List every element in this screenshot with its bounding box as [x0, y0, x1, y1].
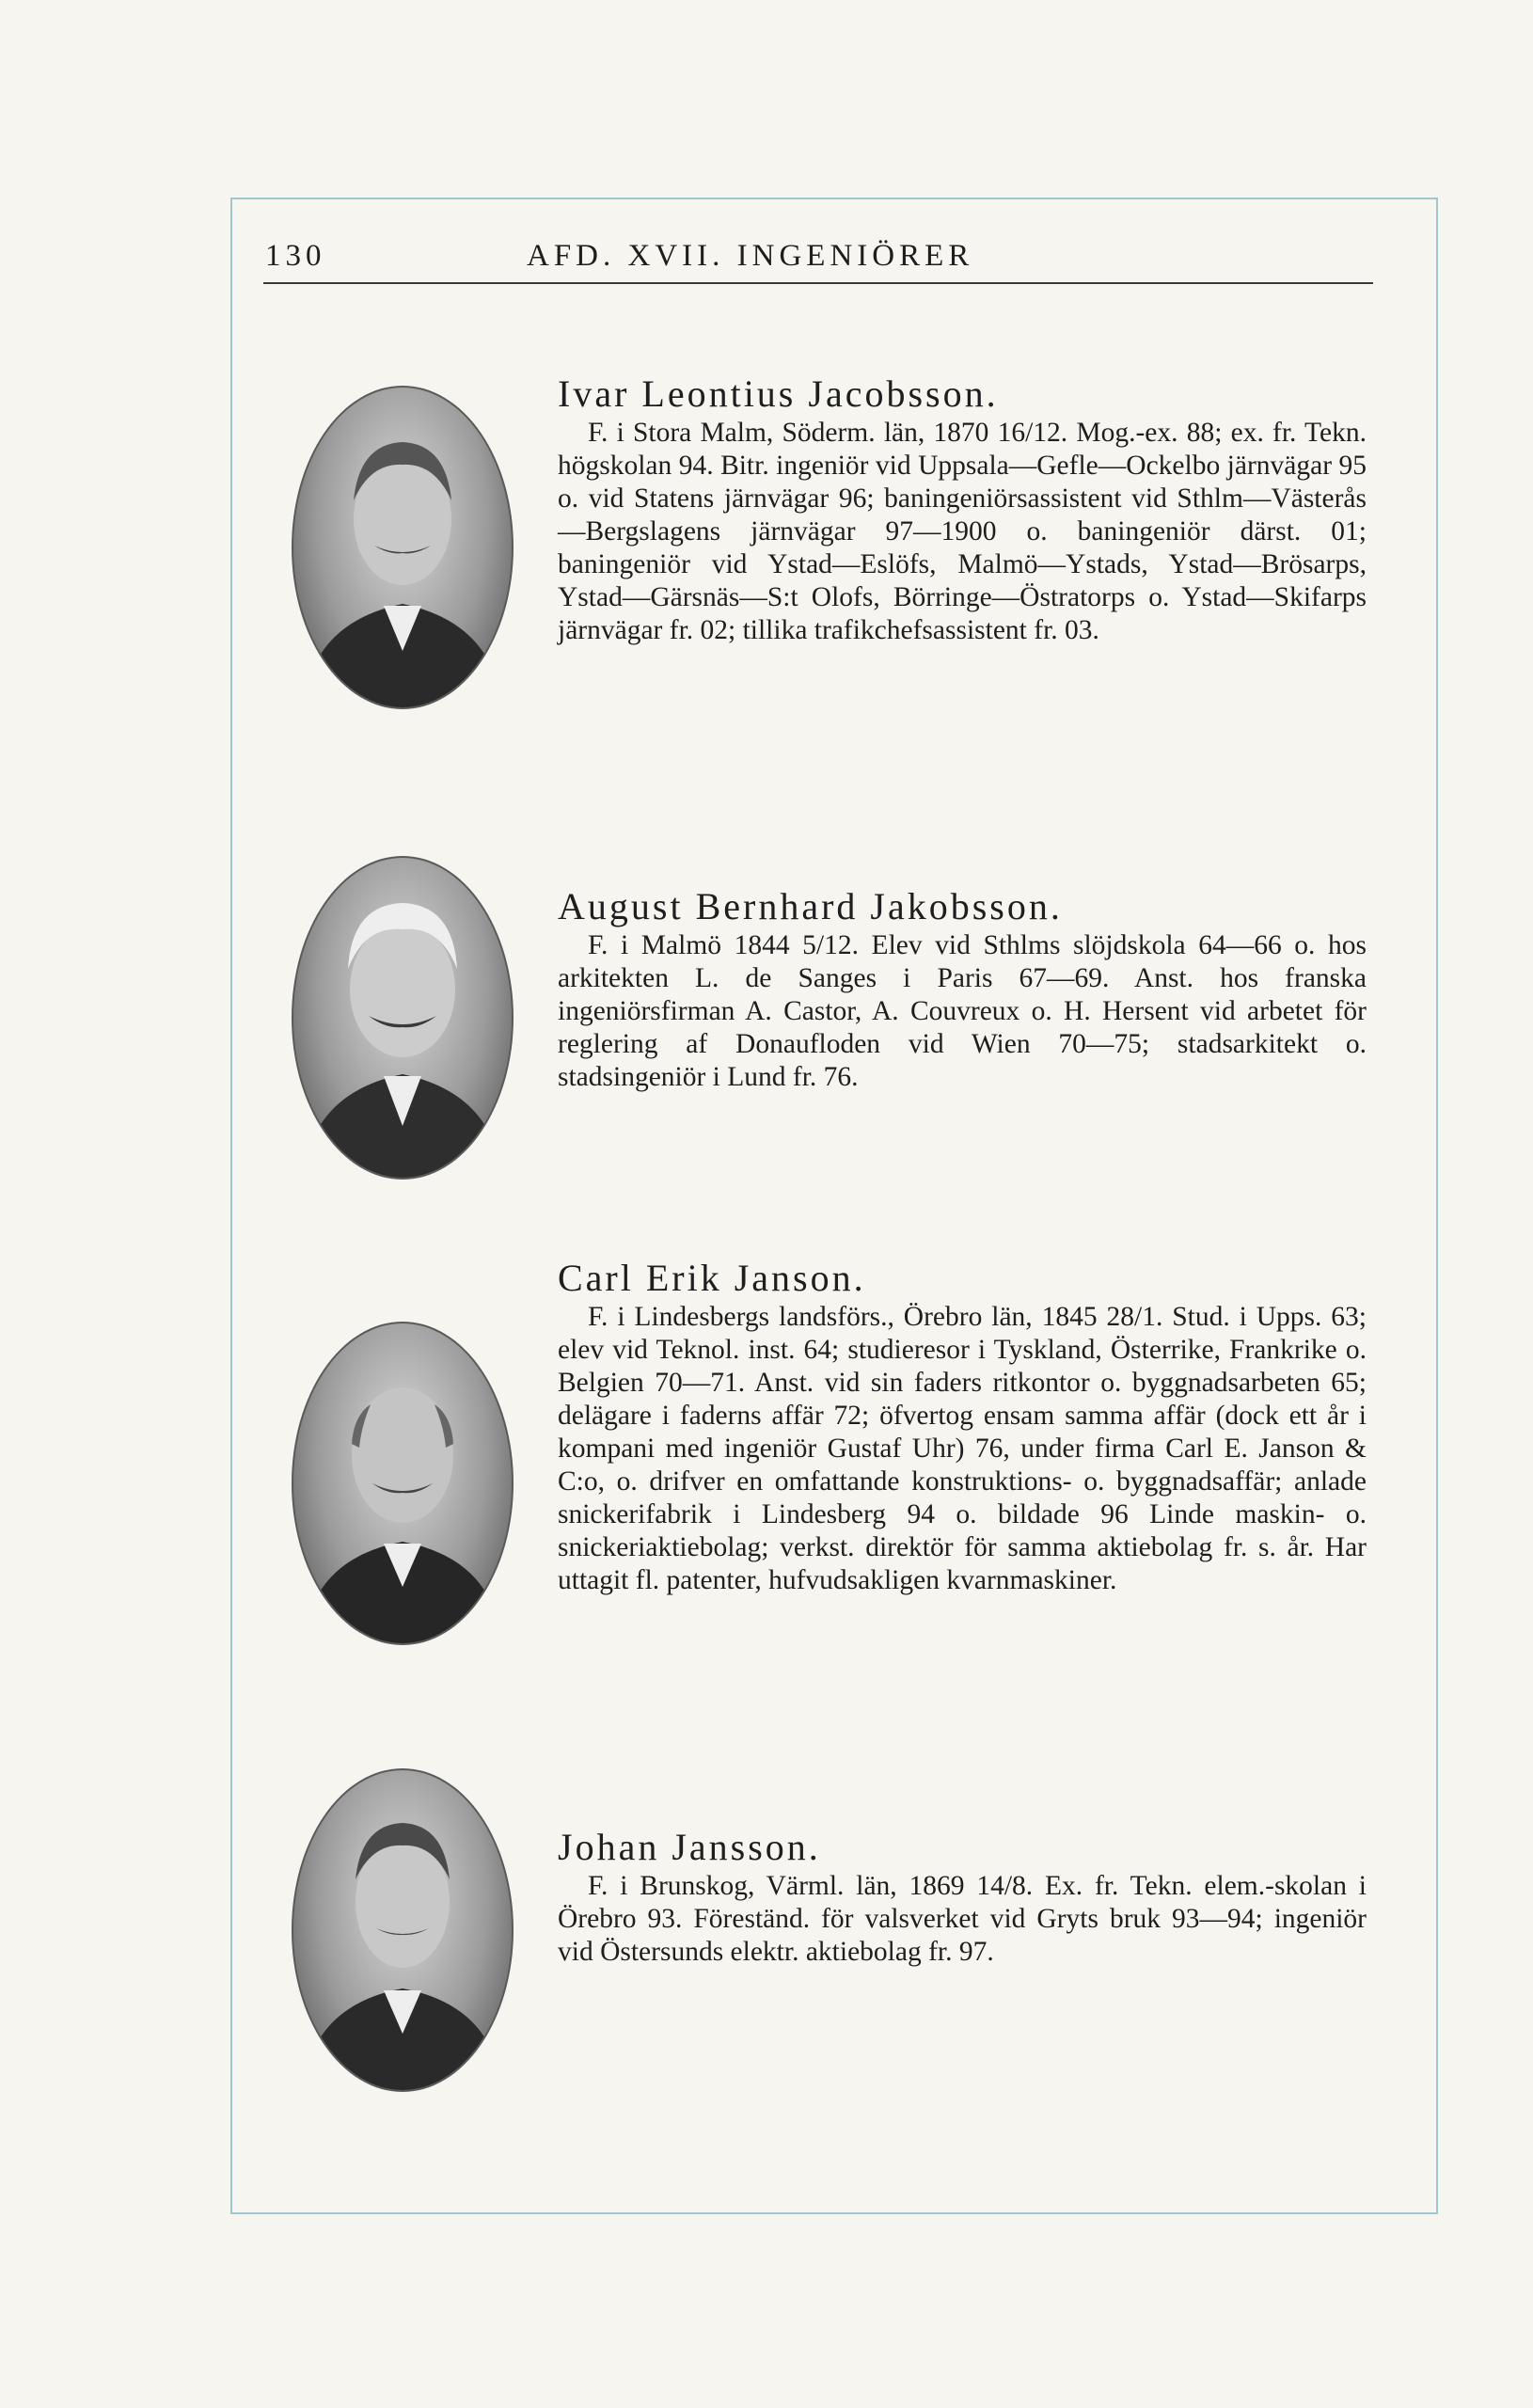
biography-entry	[292, 884, 1373, 1195]
person-name: Ivar Leontius Jacobsson.	[558, 372, 999, 415]
page-number: 130	[265, 239, 326, 273]
biography-text: F. i Brunskog, Värml. län, 1869 14/8. Ex. fr. Tekn. elem.-skolan i Örebro 93. Föreständ. för valsverket vid Gryts bruk 93—94; ingeniör vid Östersunds elektr. aktiebolag fr. 97.	[558, 1871, 1367, 1967]
portrait-photo-icon	[292, 1768, 514, 2092]
portrait-photo-icon	[292, 1322, 514, 1645]
running-header	[263, 235, 1373, 284]
person-name: August Bernhard Jakobsson.	[558, 885, 1063, 927]
biography-text: F. i Lindesbergs landsförs., Örebro län, 1845 28/1. Stud. i Upps. 63; elev vid Teknol. inst. 64; studieresor i Tyskland, Österrike, Frankrike o. Belgien 70—71. Anst. vid sin faders ritkontor o. byggnadsarbeten 65; delägare i faderns affär 72; öfvertog ensam samma affär (dock ett år i kompani med ingeniör Gustaf Uhr) 76, under firma Carl E. Janson & C:o, o. drifver en omfattande konstruktions- o. byggnadsaffär; anlade snickerifabrik i Lindesberg 94 o. bildade 96 Linde maskin- o. snickeriaktiebolag; verkst. direktör för samma aktiebolag fr. s. år. Har uttagit fl. patenter, hufvudsakligen kvarnmaskiner.	[558, 1302, 1367, 1595]
biography-entry	[292, 1825, 1373, 2107]
portrait-photo-icon	[292, 856, 514, 1180]
biography-entry	[292, 372, 1373, 748]
person-name: Carl Erik Janson.	[558, 1257, 866, 1299]
section-title: AFD. XVII. INGENIÖRER	[527, 239, 974, 273]
biography-text: F. i Stora Malm, Söderm. län, 1870 16/12. Mog.-ex. 88; ex. fr. Tekn. högskolan 94. Bitr. ingeniör vid Uppsala—Gefle—Ockelbo järnvägar 95 o. vid Statens järnvägar 96; baningeniörsassistent vid Sthlm—Västerås—Bergslagens järnvägar 97—1900 o. baningeniör därst. 01; baningeniör vid Ystad—Eslöfs, Malmö—Ystads, Ystad—Brösarps, Ystad—Gärsnäs—S:t Olofs, Börringe—Östratorps o. Ystad—Skifarps järnvägar fr. 02; tillika trafikchefsassistent fr. 03.	[558, 418, 1367, 645]
biography-text: F. i Malmö 1844 5/12. Elev vid Sthlms slöjdskola 64—66 o. hos arkitekten L. de Sanges i Paris 67—69. Anst. hos franska ingeniörsfirman A. Castor, A. Couvreux o. H. Hersent vid arbetet för reglering af Donaufloden vid Wien 70—75; stadsarkitekt o. stadsingeniör i Lund fr. 76.	[558, 930, 1367, 1092]
biography-entry	[292, 1256, 1373, 1726]
person-name: Johan Jansson.	[558, 1826, 821, 1868]
portrait-photo-icon	[292, 386, 514, 709]
